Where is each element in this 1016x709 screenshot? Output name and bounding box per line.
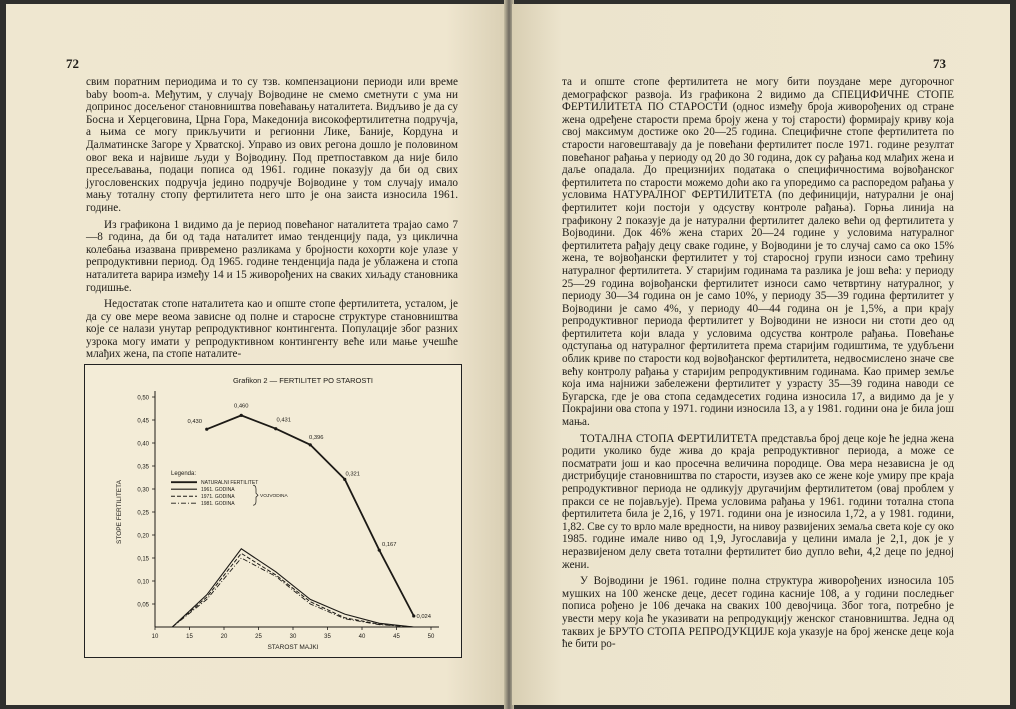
y-tick-label: 0,25 [137, 510, 149, 517]
page-number: 73 [933, 56, 946, 71]
legend-title: Legenda: [171, 471, 197, 478]
series-line-2 [172, 553, 413, 627]
data-label: 0,321 [345, 471, 361, 478]
chart-title: Grafikon 2 — FERTILITET PO STAROSTI [232, 376, 374, 385]
fertility-chart [84, 364, 462, 658]
data-label: 0,167 [381, 542, 397, 549]
x-tick-label: 50 [427, 634, 435, 640]
data-point [412, 614, 415, 617]
data-label: 0,024 [416, 613, 432, 620]
page-number: 72 [66, 56, 79, 71]
y-tick-label: 0,05 [137, 602, 149, 609]
data-point [378, 549, 381, 552]
x-tick-label: 35 [324, 634, 331, 640]
y-tick-label: 0,40 [137, 441, 149, 448]
legend-bracket [253, 485, 258, 505]
legend-item: 1961. GODINA [201, 487, 235, 494]
paragraph: ТОТАЛНА СТОПА ФЕРТИЛИТЕТА представља број деце које ће једна жена родити уколико буде жива до краја репродуктивног периода, а може се посматрати још и као просечна величина породице. Ова мера независна је од дистрибуције становништва по старости, изузев ако се жене које умиру пре краја репродуктивног периода не одликују другачијим фертилитетом (овај проблем у пракси се не појављује). Према условима рађања у 1961. години тотална стопа фертилитета била је 2,16, у 1971. години она је износила 1,72, а у 1981. години, 1,82. Све су то врло мале вредности, на нивоу развијених земаља света које су око 1985. године имале ниво од 1,9, Југославија у целини имала је 2,1, док је у неразвијеном делу света тотални фертилитет био дупло већи, 4,2 деце по једној жени. [562, 432, 954, 571]
y-tick-label: 0,15 [137, 556, 149, 563]
y-tick-label: 0,45 [137, 418, 149, 425]
data-label: 0,396 [308, 434, 324, 441]
data-label: 0,431 [276, 417, 292, 424]
y-tick-label: 0,35 [137, 464, 149, 471]
paragraph: У Војводини је 1961. године полна структура живорођених износила 105 мушких на 100 женске деце, десет година касније 108, а у години последњег пописа рођено је 106 дечака на сваких 100 девојчица. Због тога, потребно је увести меру која ће указивати на репродукцију женског становништва. Једна од таквих је БРУТО СТОПА РЕПРОДУКЦИЈЕ која указује на број женске деце која ће бити ро- [562, 575, 954, 651]
left-page-text [86, 76, 458, 365]
data-point [205, 428, 208, 431]
x-tick-label: 10 [151, 634, 159, 640]
paragraph: Недостатак стопе наталитета као и опште стопе фертилитета, усталом, је да су ове мере веома зависне од полне и старосне структуре становништва које се налази унутар репродуктивног контингента. Популације због разних узрока могу имати у репродуктивном контингенту веће или мање учешће млађих жена, па стопе наталите- [86, 298, 458, 361]
data-point [274, 427, 277, 430]
legend-item: 1981. GODINA [201, 501, 235, 508]
data-point [309, 443, 312, 446]
legend-item: NATURALNI FERTILITET [201, 480, 259, 487]
x-tick-label: 25 [255, 634, 262, 640]
paragraph: свим поратним периодима и то су тзв. компензациони периоди или време baby boom-а. Међутим, у случају Војводине не смемо сметнути с ума ни допринос досељеног становништва повећавању наталитета. Видљиво је да су Босна и Херцеговина, Црна Гора, Македонија високофертилитетна подручја, а њима се могу прикључити и регионни Лике, Баније, Кордуна и Далматинске Загоре у Хрватској. Управо из ових регона дошло је половином овог века и највише људи у Војводину. Под претпоставком да није било пресељавања, подаци пописа од 1961. године показују да би од свих југословенских подручја једино подручје Војводине у том случају имало мању тоталну стопу фертилитета него што је она заиста износила 1961. године. [86, 76, 458, 214]
x-tick-label: 30 [289, 634, 297, 640]
y-tick-label: 0,30 [137, 487, 149, 494]
y-tick-label: 0,50 [137, 395, 149, 402]
x-tick-label: 40 [358, 634, 366, 640]
left-page [6, 4, 506, 705]
x-tick-label: 20 [220, 634, 228, 640]
right-page [512, 4, 1010, 705]
chart-svg [85, 365, 461, 657]
data-point [343, 478, 346, 481]
y-axis-label: STOPE FERTILITETA [116, 480, 123, 544]
x-tick-label: 45 [393, 634, 400, 640]
x-axis-label: STAROST MAJKI [267, 644, 319, 651]
legend-group-label: VOJVODINA [260, 494, 288, 500]
data-point [240, 414, 243, 417]
data-label: 0,430 [187, 419, 203, 426]
y-tick-label: 0,20 [137, 533, 149, 540]
data-label: 0,460 [233, 403, 249, 410]
y-tick-label: 0,10 [137, 579, 149, 586]
x-tick-label: 15 [186, 634, 193, 640]
paragraph: та и опште стопе фертилитета не могу бити поуздане мере дугорочног демографског развоја. Из графикона 2 видимо да СПЕЦИФИЧНЕ СТОПЕ ФЕРТИЛИТЕТА ПО СТАРОСТИ (однос између броја живорођених од стране жена одређене старости према броју жена у тој старости) формирају криву која свој максимум достиже око 20—25 година. Специфичне стопе фертилитета по старости наговештавају да је повећани фертилитет после 1971. године резултат повећаног рађања у периоду од 20 до 30 година, док су рађања код млађих жена и даље опадала. До прецизнијих података о специфичностима војвођанског фертилитета по старости можемо доћи ако га упоредимо са распоредом рађања у условима НАТУРАЛНОГ ФЕРТИЛИТЕТА (по дефиницији, натурални је онај фертилитет који постоји у одсуству контроле рађања). Горња линија на графикону 2 показује да је натурални фертилитет далеко већи од фертилитета у Војводини. Док 46% жена старих 20—24 године у условима натуралног фертилитета рађају децу сваке године, у Војводини је то случај само са око 15% жена, те војвођански фертилитет у тој старосној групи износи само трећину натуралног фертилитета. У старијим годинама та разлика је још већа: у периоду 25—29 година војвођански фертилитет износи само четвртину натуралног, у периоду 30—34 година он је само 10%, у периоду 35—39 година фертилитет у Војводини је само 4%, у периоду 40—44 година он је 1,5%, а при крају репродуктивног периода фертилитет у Војводини не износи ни стоти део од фертилитета који влада у условима одсуства контроле рађања. Повећање одступања од натуралног фертилитета према старијим годиштима, те удубљени облик криве по старости код војвођанског фертилитета, недвосмислено значе све већу контролу рађања у старијим репродуктивним годинама. Као пример земље која има најнижи забележени фертилитет у узрасту 35—39 година наводи се Бугарска, где је ова стопа седамдесетих година износила 17, а видимо да је у Покрајини ова стопа у 1971. години износила 13, а у 1981. години она је била још мања. [562, 76, 954, 429]
paragraph: Из графикона 1 видимо да је период повећаног наталитета трајао само 7—8 година, да би од тада наталитет имао тенденцију пада, уз циклична колебања изазвана привременo разликама у бројности кохорти које улазе у репродуктивни период. Од 1965. године тенденција пада је ублажена и стопа наталитета варира између 14 и 15 живорођених на сваких хиљаду становника годишње. [86, 218, 458, 294]
right-page-text [562, 76, 954, 655]
legend-item: 1971. GODINA [201, 494, 235, 501]
